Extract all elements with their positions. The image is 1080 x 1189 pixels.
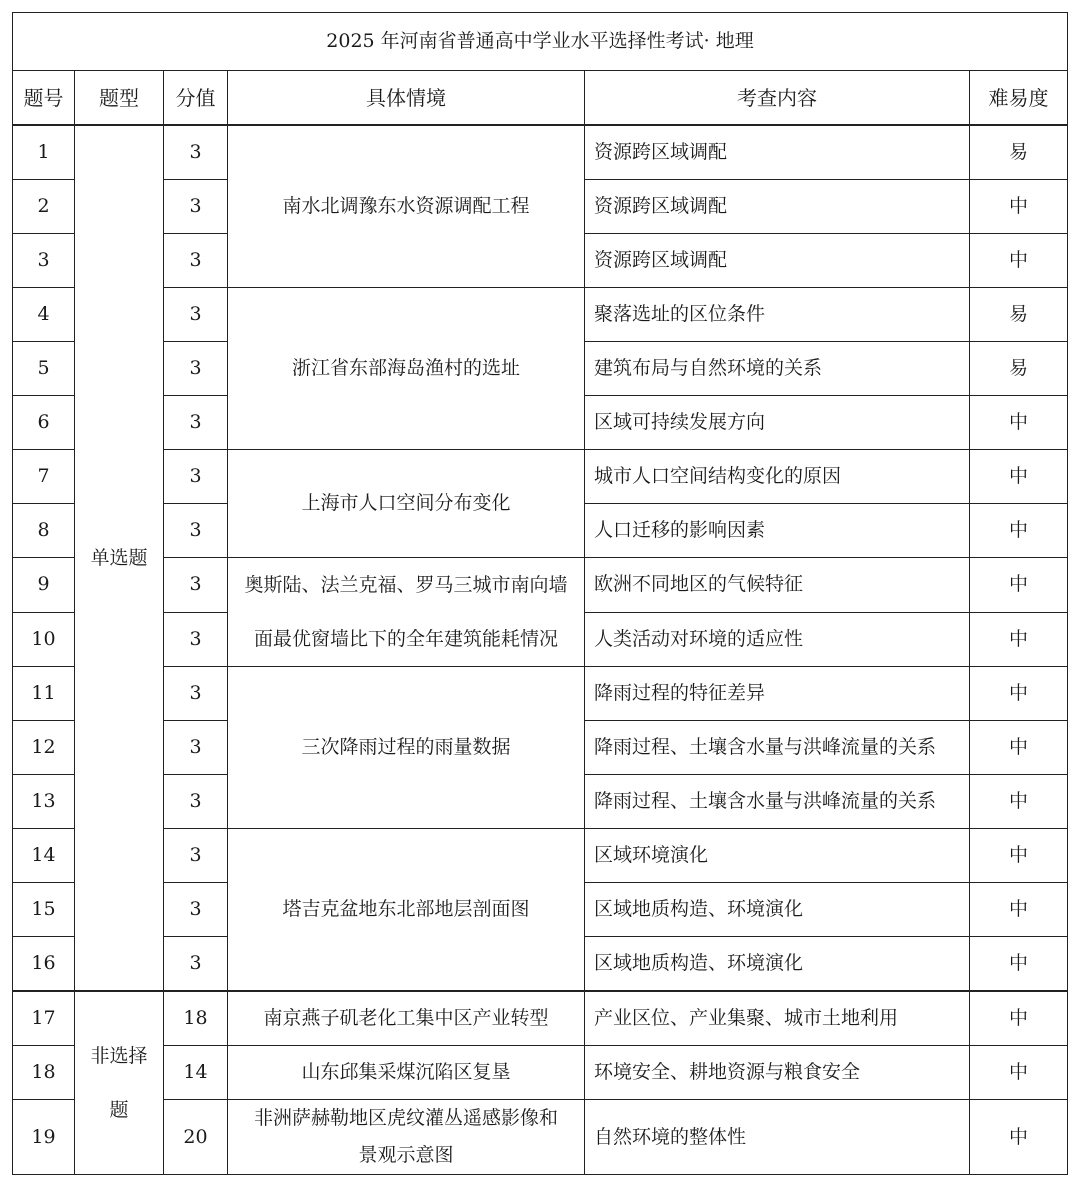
question-score: 3 bbox=[164, 234, 228, 288]
question-score: 3 bbox=[164, 504, 228, 558]
type-line: 题 bbox=[109, 1099, 129, 1121]
question-score: 3 bbox=[164, 775, 228, 829]
assessment-content: 欧洲不同地区的气候特征 bbox=[585, 558, 970, 613]
scenario-cell: 南京燕子矶老化工集中区产业转型 bbox=[228, 991, 585, 1046]
question-score: 3 bbox=[164, 396, 228, 450]
difficulty-level: 中 bbox=[970, 1100, 1068, 1175]
question-number: 17 bbox=[13, 991, 75, 1046]
question-score: 3 bbox=[164, 937, 228, 992]
assessment-content: 区域地质构造、环境演化 bbox=[585, 883, 970, 937]
difficulty-level: 中 bbox=[970, 558, 1068, 613]
difficulty-level: 中 bbox=[970, 991, 1068, 1046]
difficulty-level: 中 bbox=[970, 775, 1068, 829]
difficulty-level: 易 bbox=[970, 125, 1068, 180]
question-number: 7 bbox=[13, 450, 75, 504]
difficulty-level: 中 bbox=[970, 504, 1068, 558]
question-score: 3 bbox=[164, 558, 228, 613]
scenario-line: 景观示意图 bbox=[358, 1144, 454, 1166]
difficulty-level: 中 bbox=[970, 829, 1068, 883]
exam-analysis-table bbox=[12, 12, 1068, 1175]
difficulty-level: 中 bbox=[970, 883, 1068, 937]
scenario-cell: 三次降雨过程的雨量数据 bbox=[228, 667, 585, 829]
header-difficulty: 难易度 bbox=[970, 71, 1068, 126]
assessment-content: 区域可持续发展方向 bbox=[585, 396, 970, 450]
question-number: 2 bbox=[13, 180, 75, 234]
assessment-content: 聚落选址的区位条件 bbox=[585, 288, 970, 342]
header-number: 题号 bbox=[13, 71, 75, 126]
scenario-cell: 山东邱集采煤沉陷区复垦 bbox=[228, 1046, 585, 1100]
question-number: 18 bbox=[13, 1046, 75, 1100]
header-scenario: 具体情境 bbox=[228, 71, 585, 126]
question-score: 3 bbox=[164, 667, 228, 721]
assessment-content: 人口迁移的影响因素 bbox=[585, 504, 970, 558]
question-number: 5 bbox=[13, 342, 75, 396]
header-content: 考查内容 bbox=[585, 71, 970, 126]
question-score: 3 bbox=[164, 180, 228, 234]
question-type-nonchoice bbox=[75, 991, 164, 1175]
scenario-line: 面最优窗墙比下的全年建筑能耗情况 bbox=[253, 628, 558, 650]
question-number: 14 bbox=[13, 829, 75, 883]
scenario-cell bbox=[228, 558, 585, 667]
question-score: 3 bbox=[164, 450, 228, 504]
scenario-cell: 浙江省东部海岛渔村的选址 bbox=[228, 288, 585, 450]
question-number: 9 bbox=[13, 558, 75, 613]
scenario-cell: 上海市人口空间分布变化 bbox=[228, 450, 585, 558]
question-score: 18 bbox=[164, 991, 228, 1046]
question-score: 3 bbox=[164, 612, 228, 667]
assessment-content: 建筑布局与自然环境的关系 bbox=[585, 342, 970, 396]
question-score: 14 bbox=[164, 1046, 228, 1100]
question-score: 3 bbox=[164, 721, 228, 775]
difficulty-level: 易 bbox=[970, 288, 1068, 342]
question-score: 3 bbox=[164, 125, 228, 180]
difficulty-level: 中 bbox=[970, 180, 1068, 234]
difficulty-level: 易 bbox=[970, 342, 1068, 396]
difficulty-level: 中 bbox=[970, 396, 1068, 450]
difficulty-level: 中 bbox=[970, 937, 1068, 992]
difficulty-level: 中 bbox=[970, 667, 1068, 721]
question-number: 4 bbox=[13, 288, 75, 342]
question-number: 10 bbox=[13, 612, 75, 667]
question-type-single: 单选题 bbox=[75, 125, 164, 991]
question-number: 3 bbox=[13, 234, 75, 288]
assessment-content: 资源跨区域调配 bbox=[585, 125, 970, 180]
assessment-content: 区域地质构造、环境演化 bbox=[585, 937, 970, 992]
assessment-content: 降雨过程、土壤含水量与洪峰流量的关系 bbox=[585, 775, 970, 829]
question-score: 3 bbox=[164, 829, 228, 883]
assessment-content: 人类活动对环境的适应性 bbox=[585, 612, 970, 667]
question-score: 3 bbox=[164, 883, 228, 937]
question-number: 1 bbox=[13, 125, 75, 180]
table-title: 2025 年河南省普通高中学业水平选择性考试· 地理 bbox=[13, 13, 1068, 71]
question-number: 11 bbox=[13, 667, 75, 721]
question-number: 6 bbox=[13, 396, 75, 450]
assessment-content: 区域环境演化 bbox=[585, 829, 970, 883]
question-number: 16 bbox=[13, 937, 75, 992]
question-number: 8 bbox=[13, 504, 75, 558]
header-type: 题型 bbox=[75, 71, 164, 126]
difficulty-level: 中 bbox=[970, 721, 1068, 775]
scenario-cell: 塔吉克盆地东北部地层剖面图 bbox=[228, 829, 585, 992]
scenario-line: 非洲萨赫勒地区虎纹灌丛遥感影像和 bbox=[253, 1107, 558, 1129]
difficulty-level: 中 bbox=[970, 612, 1068, 667]
question-number: 19 bbox=[13, 1100, 75, 1175]
question-number: 12 bbox=[13, 721, 75, 775]
assessment-content: 资源跨区域调配 bbox=[585, 180, 970, 234]
type-line: 非选择 bbox=[90, 1045, 148, 1067]
assessment-content: 产业区位、产业集聚、城市土地利用 bbox=[585, 991, 970, 1046]
scenario-cell bbox=[228, 1100, 585, 1175]
scenario-line: 奥斯陆、法兰克福、罗马三城市南向墙 bbox=[244, 574, 568, 596]
header-score: 分值 bbox=[164, 71, 228, 126]
assessment-content: 资源跨区域调配 bbox=[585, 234, 970, 288]
assessment-content: 环境安全、耕地资源与粮食安全 bbox=[585, 1046, 970, 1100]
question-number: 15 bbox=[13, 883, 75, 937]
question-score: 3 bbox=[164, 342, 228, 396]
assessment-content: 自然环境的整体性 bbox=[585, 1100, 970, 1175]
assessment-content: 降雨过程、土壤含水量与洪峰流量的关系 bbox=[585, 721, 970, 775]
assessment-content: 城市人口空间结构变化的原因 bbox=[585, 450, 970, 504]
assessment-content: 降雨过程的特征差异 bbox=[585, 667, 970, 721]
question-number: 13 bbox=[13, 775, 75, 829]
question-score: 20 bbox=[164, 1100, 228, 1175]
scenario-cell: 南水北调豫东水资源调配工程 bbox=[228, 125, 585, 288]
difficulty-level: 中 bbox=[970, 1046, 1068, 1100]
question-score: 3 bbox=[164, 288, 228, 342]
difficulty-level: 中 bbox=[970, 450, 1068, 504]
difficulty-level: 中 bbox=[970, 234, 1068, 288]
